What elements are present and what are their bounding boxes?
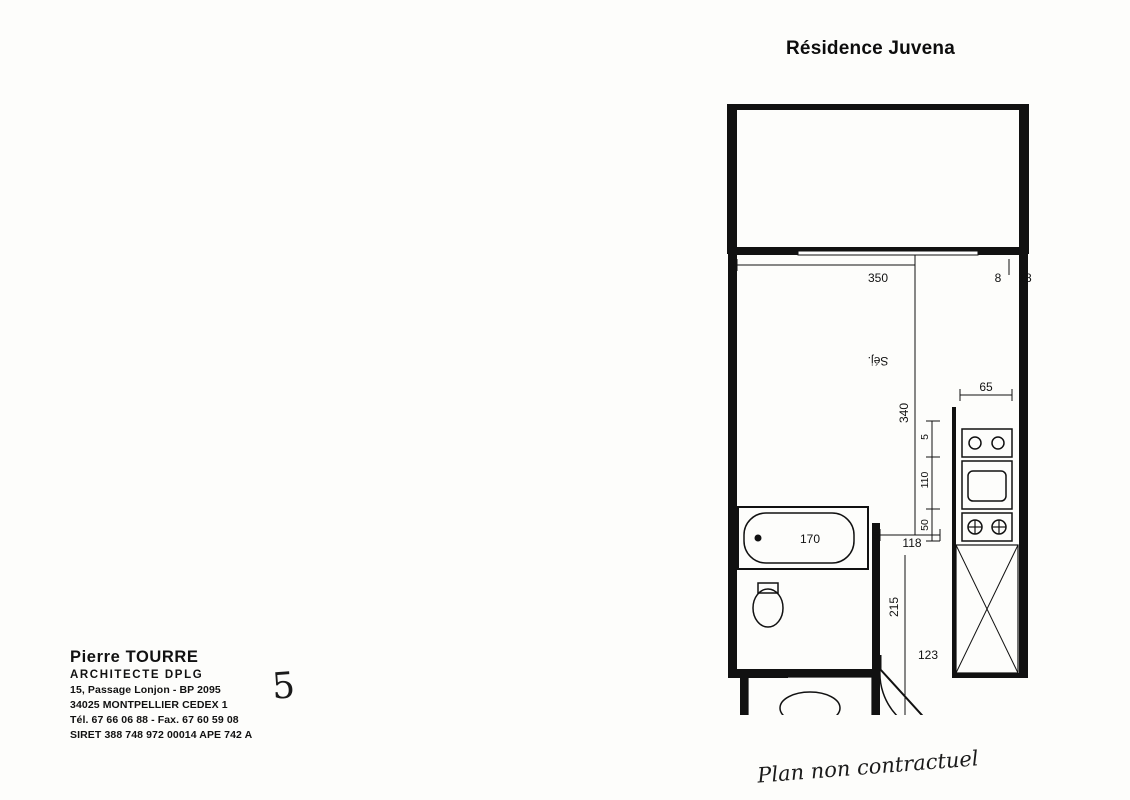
dim-corridor-width: 118 <box>902 536 922 550</box>
dim-bath-height: 215 <box>887 596 901 618</box>
architect-role: ARCHITECTE DPLG <box>70 669 204 681</box>
handwritten-page-number: 5 <box>270 665 297 708</box>
architect-address-1: 15, Passage Lonjon - BP 2095 <box>70 684 221 696</box>
architect-block <box>70 648 280 741</box>
handwritten-disclaimer: Plan non contractuel <box>756 746 980 788</box>
dim-top-small: 8 <box>994 271 1002 285</box>
dim-bath-length: 170 <box>799 532 821 546</box>
dim-kitchen-gap: 5 <box>919 434 931 440</box>
architect-address-2: 34025 MONTPELLIER CEDEX 1 <box>70 699 228 711</box>
dim-bath-offset: 5 <box>873 530 879 542</box>
floor-plan-drawing <box>700 95 1080 715</box>
page-title: Résidence Juvena <box>786 38 956 59</box>
dim-top-wall: 18 <box>1018 271 1032 285</box>
architect-siret: SIRET 388 748 972 00014 APE 742 A <box>70 729 253 741</box>
architect-phone: Tél. 67 66 06 88 - Fax. 67 60 59 08 <box>70 714 239 726</box>
dim-top-width: 350 <box>867 271 889 285</box>
dim-kitchen-depth: 65 <box>979 380 993 394</box>
dim-kitchen-unit: 110 <box>919 471 931 489</box>
room-label-sejour: Séj. <box>867 354 889 368</box>
dim-kitchen-sink: 50 <box>919 519 931 531</box>
dim-main-height: 340 <box>897 402 911 424</box>
architect-name: Pierre TOURRE <box>70 648 199 666</box>
dim-door-width: 123 <box>917 648 939 662</box>
